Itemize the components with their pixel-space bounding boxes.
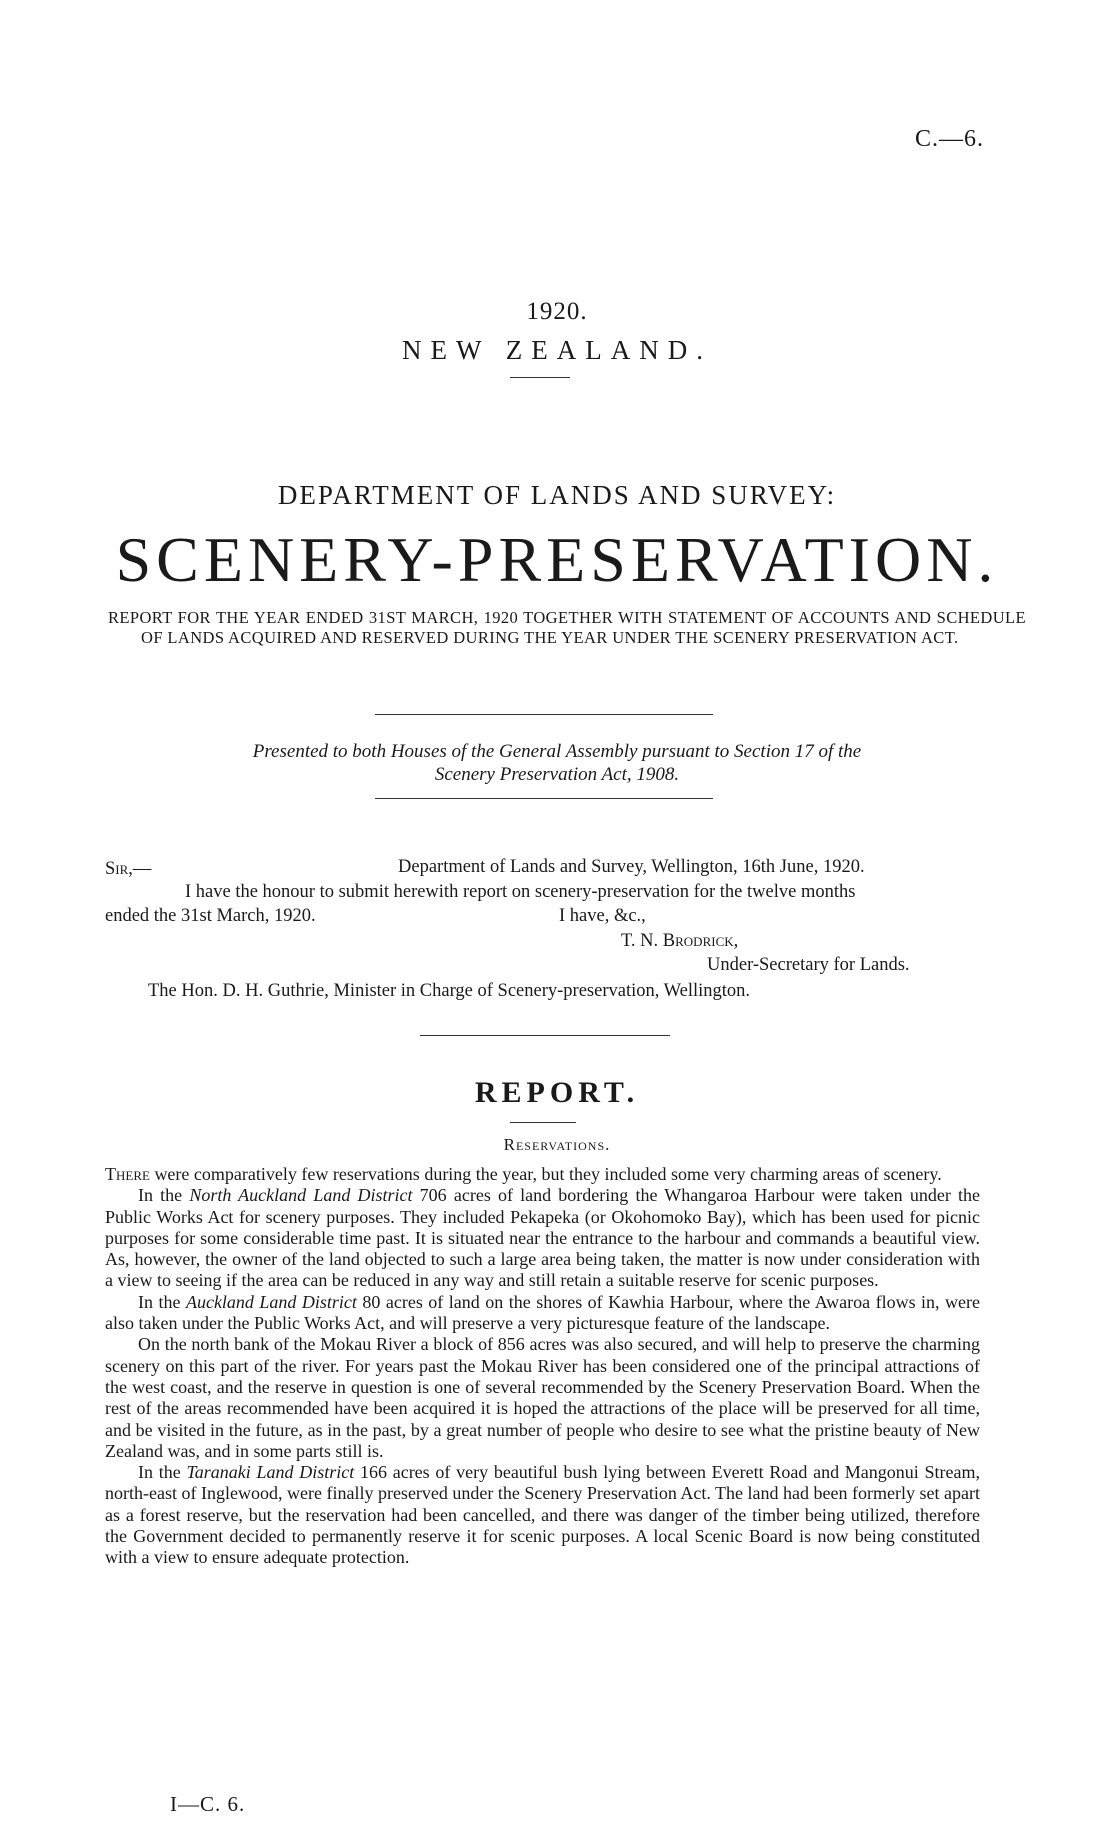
district-name: North Auckland Land District — [189, 1185, 413, 1206]
paragraph-text: In the — [138, 1185, 190, 1206]
report-paragraph — [105, 1292, 980, 1335]
paragraph-text: were comparatively few reservations during the year, but they included some very charming areas of scenery. — [149, 1164, 942, 1184]
letter-addressee: The Hon. D. H. Guthrie, Minister in Charge of Scenery-preservation, Wellington. — [148, 981, 751, 1001]
letter-closing: I have, &c., — [559, 906, 646, 926]
paragraph-text: In the — [138, 1462, 187, 1483]
divider-rule — [375, 798, 713, 799]
paragraph-text: 166 acres of very beautiful bush lying between Everett Road and Mangonui Stream, north-east of Inglewood, were finally preserved under the Scenery Preservation Act. The land had been formerly set apart as a forest reserve, but the reservation had been cancelled, and there was danger of the timber being utilized, therefore the Government decided to permanently reserve it for scenic purposes. A local Scenic Board is now being constituted with a view to ensure adequate protection. — [105, 1462, 980, 1568]
district-name: Taranaki Land District — [186, 1462, 355, 1483]
report-paragraph — [105, 1185, 980, 1291]
district-name: Auckland Land District — [185, 1291, 357, 1312]
report-subtitle: REPORT FOR THE YEAR ENDED 31ST MARCH, 1920 TOGETHER WITH STATEMENT OF ACCOUNTS AND SCHEDULE OF LANDS ACQUIRED AND RESERVED DURING THE YEAR UNDER THE SCENERY PRESERVATION ACT. — [108, 608, 1026, 647]
letter-signatory: T. N. Brodrick, — [621, 931, 739, 951]
divider-rule — [375, 714, 713, 715]
department-heading: DEPARTMENT OF LANDS AND SURVEY: — [277, 480, 837, 510]
country-heading: NEW ZEALAND. — [402, 335, 712, 365]
paragraph-text: 80 acres of land on the shores of Kawhia Harbour, where the Awaroa flows in, were also taken under the Public Works Act, and will preserve a very picturesque feature of the landscape. — [105, 1291, 981, 1334]
report-body — [105, 1164, 980, 1569]
document-title: SCENERY-PRESERVATION. — [115, 524, 999, 595]
report-heading: REPORT. — [474, 1076, 640, 1109]
paragraph-text: 706 acres of land bordering the Whangaroa Harbour were taken under the Public Works Act for scenery purposes. They included Pekapeka (or Okohomoko Bay), which has been used for picnic purposes for some considerable time past. It is situated near the entrance to the harbour and commands a beautiful view. As, however, the owner of the land objected to such a large area being taken, the matter is now under consideration with a view to seeing if the area can be reduced in any way and still retain a suitable reserve for scenic purposes. — [105, 1185, 980, 1291]
paragraph-text: In the — [138, 1291, 186, 1312]
letter-body-line: ended the 31st March, 1920. — [105, 906, 316, 926]
presentation-line: Presented to both Houses of the General Assembly pursuant to Section 17 of the — [252, 741, 862, 762]
letter-address-date: Department of Lands and Survey, Wellington, 16th June, 1920. — [398, 857, 865, 877]
publication-year: 1920. — [526, 298, 588, 325]
divider-rule — [510, 377, 570, 378]
report-paragraph — [105, 1164, 980, 1185]
presentation-line: Scenery Preservation Act, 1908. — [434, 764, 680, 785]
letter-body-line: I have the honour to submit herewith report on scenery-preservation for the twelve months — [185, 882, 856, 902]
paragraph-lead: There — [105, 1164, 150, 1184]
divider-rule — [510, 1122, 576, 1123]
sheet-reference: I—C. 6. — [170, 1792, 246, 1816]
report-paragraph: On the north bank of the Mokau River a block of 856 acres was also secured, and will help to preserve the charming scenery on this part of the river. For years past the Mokau River has been considered one of the principal attractions of the west coast, and the reserve in question is one of several recommended by the Scenery Preservation Board. When the rest of the areas recommended have been acquired it is hoped the attractions of the place will be preserved for all time, and be visited in the future, as in the past, by a great number of people who desire to see what the pristine beauty of New Zealand was, and in some parts still is. — [105, 1334, 980, 1461]
letter-signatory-title: Under-Secretary for Lands. — [707, 955, 910, 975]
presentation-note — [140, 740, 974, 786]
report-paragraph — [105, 1462, 980, 1568]
page-reference: C.—6. — [914, 126, 984, 152]
section-heading: Reservations. — [503, 1135, 611, 1154]
letter-salutation: Sir,— — [105, 859, 152, 879]
divider-rule — [420, 1035, 670, 1036]
